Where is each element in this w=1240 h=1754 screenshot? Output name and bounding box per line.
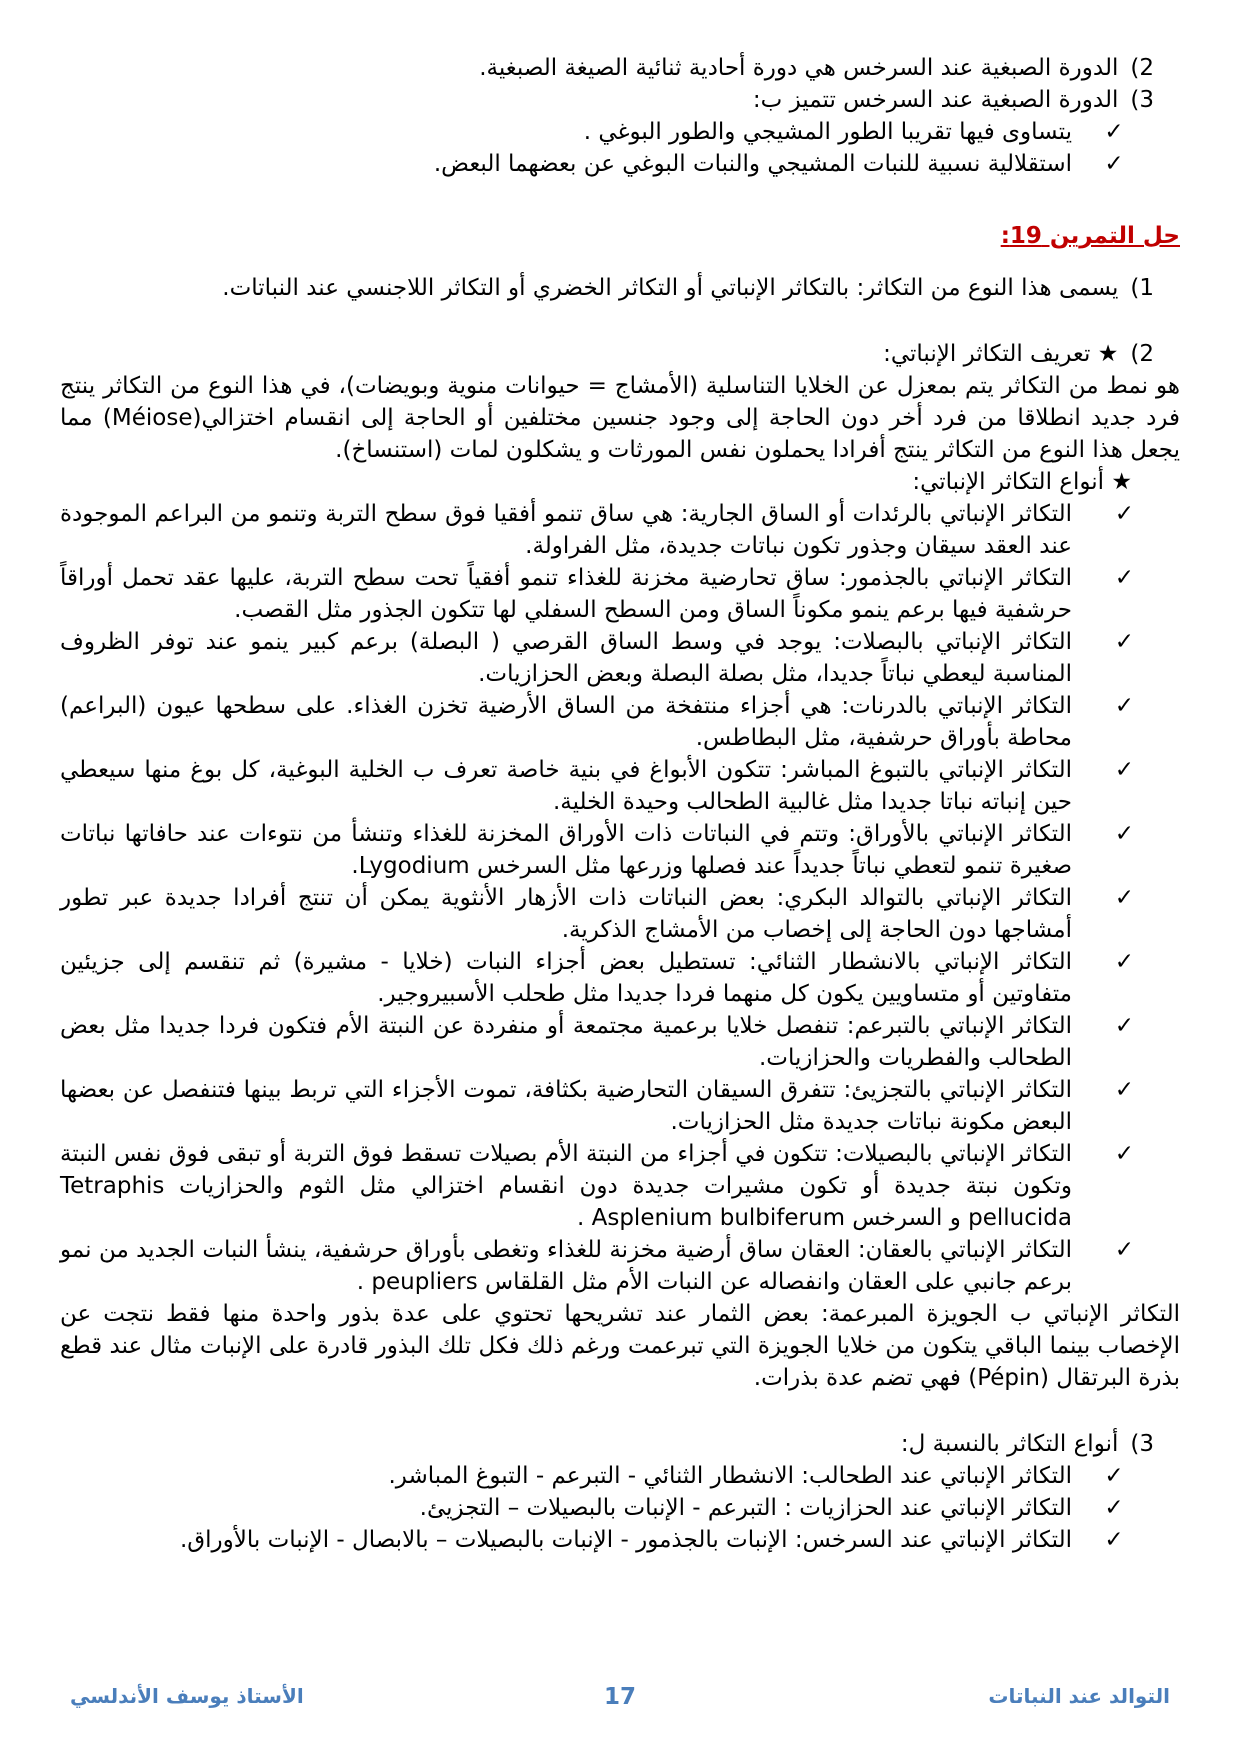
- list-item: [60, 1138, 1134, 1234]
- item-number: 1): [1130, 275, 1154, 301]
- list-item: [60, 754, 1134, 818]
- list-item-text: التكاثر الإنباتي بالتبرعم: تنفصل خلايا برعمية مجتمعة أو منفردة عن النبتة الأم فتكون فردا جديدا مثل بعض الطحالب والفطريات والحزازيات.: [60, 1013, 1072, 1071]
- list-item-text: التكاثر الإنباتي بالتجزيئ: تتفرق السيقان التحارضية بكثافة، تموت الأجزاء التي تربط بينها فتنفصل عن بعضها البعض مكونة نباتات جديدة مثل الحزازيات.: [60, 1077, 1072, 1135]
- section-title: حل التمرين 19:: [1000, 223, 1180, 249]
- checkmark-icon: ✓: [1104, 1495, 1124, 1521]
- checkmark-icon: ✓: [1114, 1141, 1134, 1167]
- list-item-text: التكاثر الإنباتي بالأوراق: وتتم في النباتات ذات الأوراق المخزنة للغذاء وتنشأ من نتوءات عند حافاتها نباتات صغيرة تنمو لتعطي نباتاً جديداً عند فصلها وزرعها مثل السرخس Lygodium.: [60, 821, 1072, 879]
- item-number: 2): [1130, 55, 1154, 81]
- types-list: [60, 498, 1180, 1298]
- checkmark-icon: ✓: [1104, 151, 1124, 177]
- checkmark-icon: ✓: [1114, 565, 1134, 591]
- check-text: يتساوى فيها تقريبا الطور المشيجي والطور البوغي .: [583, 119, 1072, 145]
- list-item: [60, 690, 1134, 754]
- checkmark-icon: ✓: [1114, 1237, 1134, 1263]
- question-2-heading: [60, 338, 1180, 370]
- list-item-text: التكاثر الإنباتي عند السرخس: الإنبات بالجذمور - الإنبات بالبصيلات – بالابصال - الإنبات بالأوراق.: [179, 1527, 1072, 1553]
- question-1: [60, 272, 1180, 304]
- item-text: الدورة الصبغية عند السرخس تتميز ب:: [752, 87, 1119, 113]
- intro-item-3: [60, 84, 1180, 116]
- types-heading: ★ أنواع التكاثر الإنباتي:: [912, 469, 1132, 495]
- definition-paragraph: هو نمط من التكاثر يتم بمعزل عن الخلايا التناسلية (الأمشاج = حيوانات منوية وبويضات)، في هذا النوع من التكاثر ينتج فرد جديد انطلاقا من فرد أخر دون الحاجة إلى وجود جنسين مختلفين أو الحاجة إلى انقسام اختزالي(Méiose) مما يجعل هذا النوع من التكاثر ينتج أفرادا يحملون نفس المورثات و يشكلون لمات (استنساخ).: [60, 373, 1180, 463]
- checkmark-icon: ✓: [1114, 1077, 1134, 1103]
- list-item-text: التكاثر الإنباتي عند الحزازيات : التبرعم - الإنبات بالبصيلات – التجزيئ.: [419, 1495, 1072, 1521]
- page-number: 17: [603, 1684, 636, 1710]
- footer-course-title: التوالد عند النباتات: [988, 1684, 1170, 1708]
- definition-heading: ★ تعريف التكاثر الإنباتي:: [883, 341, 1119, 367]
- checkmark-icon: ✓: [1114, 885, 1134, 911]
- list-item-text: التكاثر الإنباتي بالبصلات: يوجد في وسط الساق القرصي ( البصلة) برعم كبير ينمو عند توفر الظروف المناسبة ليعطي نباتاً جديدا، مثل بصلة البصلة وبعض الحزازيات.: [60, 629, 1072, 687]
- checkmark-icon: ✓: [1114, 693, 1134, 719]
- list-item: [60, 1524, 1134, 1556]
- list-item-text: التكاثر الإنباتي عند الطحالب: الانشطار الثنائي - التبرعم - التبوغ المباشر.: [388, 1463, 1072, 1489]
- list-item-text: التكاثر الإنباتي بالرئدات أو الساق الجارية: هي ساق تنمو أفقيا فوق سطح التربة وتنمو من البراعم الموجودة عند العقد سيقان وجذور تكون نباتات جديدة، مثل الفراولة.: [60, 501, 1072, 559]
- item-text: يسمى هذا النوع من التكاثر: بالتكاثر الإنباتي أو التكاثر الخضري أو التكاثر اللاجنسي عند النباتات.: [222, 275, 1119, 301]
- list-item: [60, 1492, 1134, 1524]
- footer-author: الأستاذ يوسف الأندلسي: [70, 1684, 304, 1708]
- question-3-heading: [60, 1428, 1180, 1460]
- checkmark-icon: ✓: [1114, 757, 1134, 783]
- check-text: استقلالية نسبية للنبات المشيجي والنبات البوغي عن بعضهما البعض.: [433, 151, 1072, 177]
- checkmark-icon: ✓: [1104, 119, 1124, 145]
- intro-item-2: [60, 52, 1180, 84]
- list-item-text: التكاثر الإنباتي بالبصيلات: تتكون في أجزاء من النبتة الأم بصيلات تسقط فوق التربة أو تبقى فوق نفس النبتة وتكون نبتة جديدة أو تكون مشيرات جديدة دون انقسام اختزالي مثل الثوم والحزازيات Tetraphis pellucida و السرخس Asplenium bulbiferum .: [60, 1141, 1072, 1231]
- item-number: 3): [1130, 1431, 1154, 1457]
- intro-check-1: [60, 116, 1134, 148]
- item-text: الدورة الصبغية عند السرخس هي دورة أحادية ثنائية الصيغة الصبغية.: [479, 55, 1119, 81]
- list-item-text: التكاثر الإنباتي بالتبوغ المباشر: تتكون الأبواغ في بنية خاصة تعرف ب الخلية البوغية، كل بوغ منها سيعطي حين إنباته نباتا جديدا مثل غالبية الطحالب وحيدة الخلية.: [60, 757, 1072, 815]
- checkmark-icon: ✓: [1104, 1463, 1124, 1489]
- checkmark-icon: ✓: [1114, 1013, 1134, 1039]
- list-item: [60, 626, 1134, 690]
- intro-check-2: [60, 148, 1134, 180]
- list-item-text: التكاثر الإنباتي بالعقان: العقان ساق أرضية مخزنة للغذاء وتغطى بأوراق حرشفية، ينشأ النبات الجديد من نمو برعم جانبي على العقان وانفصاله عن النبات الأم مثل القلقاس peupliers .: [60, 1237, 1072, 1295]
- list-item: [60, 1460, 1134, 1492]
- checkmark-icon: ✓: [1114, 949, 1134, 975]
- list-item: [60, 1010, 1134, 1074]
- list-item-text: التكاثر الإنباتي بالجذمور: ساق تحارضية مخزنة للغذاء تنمو أفقياً تحت سطح التربة، عليها عقد تحمل أوراقاً حرشفية فيها برعم ينمو مكوناً الساق ومن السطح السفلي لها تتكون الجذور مثل القصب.: [60, 565, 1072, 623]
- list-item: [60, 562, 1134, 626]
- checkmark-icon: ✓: [1114, 821, 1134, 847]
- list-item: [60, 946, 1134, 1010]
- checkmark-icon: ✓: [1114, 629, 1134, 655]
- list-item: [60, 1074, 1134, 1138]
- item-number: 3): [1130, 87, 1154, 113]
- closing-paragraph: التكاثر الإنباتي ب الجويزة المبرعمة: بعض الثمار عند تشريحها تحتوي على عدة بذور واحدة منها فقط نتجت عن الإخصاب بينما الباقي يتكون من خلايا الجويزة التي تبرعمت ورغم ذلك فكل تلك البذور قادرة على الإنبات مثال عند قطع بذرة البرتقال (Pépin) فهي تضم عدة بذرات.: [60, 1301, 1180, 1391]
- item-number: 2): [1130, 341, 1154, 367]
- list-item: [60, 818, 1134, 882]
- list-item: [60, 1234, 1134, 1298]
- list-item-text: التكاثر الإنباتي بالتوالد البكري: بعض النباتات ذات الأزهار الأنثوية يمكن أن تنتج أفرادا جديدة عبر تطور أمشاجها دون الحاجة إلى إخصاب من الأمشاج الذكرية.: [60, 885, 1072, 943]
- list-item: [60, 498, 1134, 562]
- list-item: [60, 882, 1134, 946]
- document-body: [60, 52, 1180, 1556]
- checkmark-icon: ✓: [1114, 501, 1134, 527]
- list-item-text: التكاثر الإنباتي بالدرنات: هي أجزاء منتفخة من الساق الأرضية تخزن الغذاء. على سطحها عيون (البراعم) محاطة بأوراق حرشفية، مثل البطاطس.: [60, 693, 1072, 751]
- list-item-text: التكاثر الإنباتي بالانشطار الثنائي: تستطيل بعض أجزاء النبات (خلايا - مشيرة) ثم تنقسم إلى جزيئين متفاوتين أو متساويين يكون كل منهما فردا جديدا مثل طحلب الأسبيروجير.: [60, 949, 1072, 1007]
- question-3-title: أنواع التكاثر بالنسبة ل:: [900, 1431, 1119, 1457]
- checkmark-icon: ✓: [1104, 1527, 1124, 1553]
